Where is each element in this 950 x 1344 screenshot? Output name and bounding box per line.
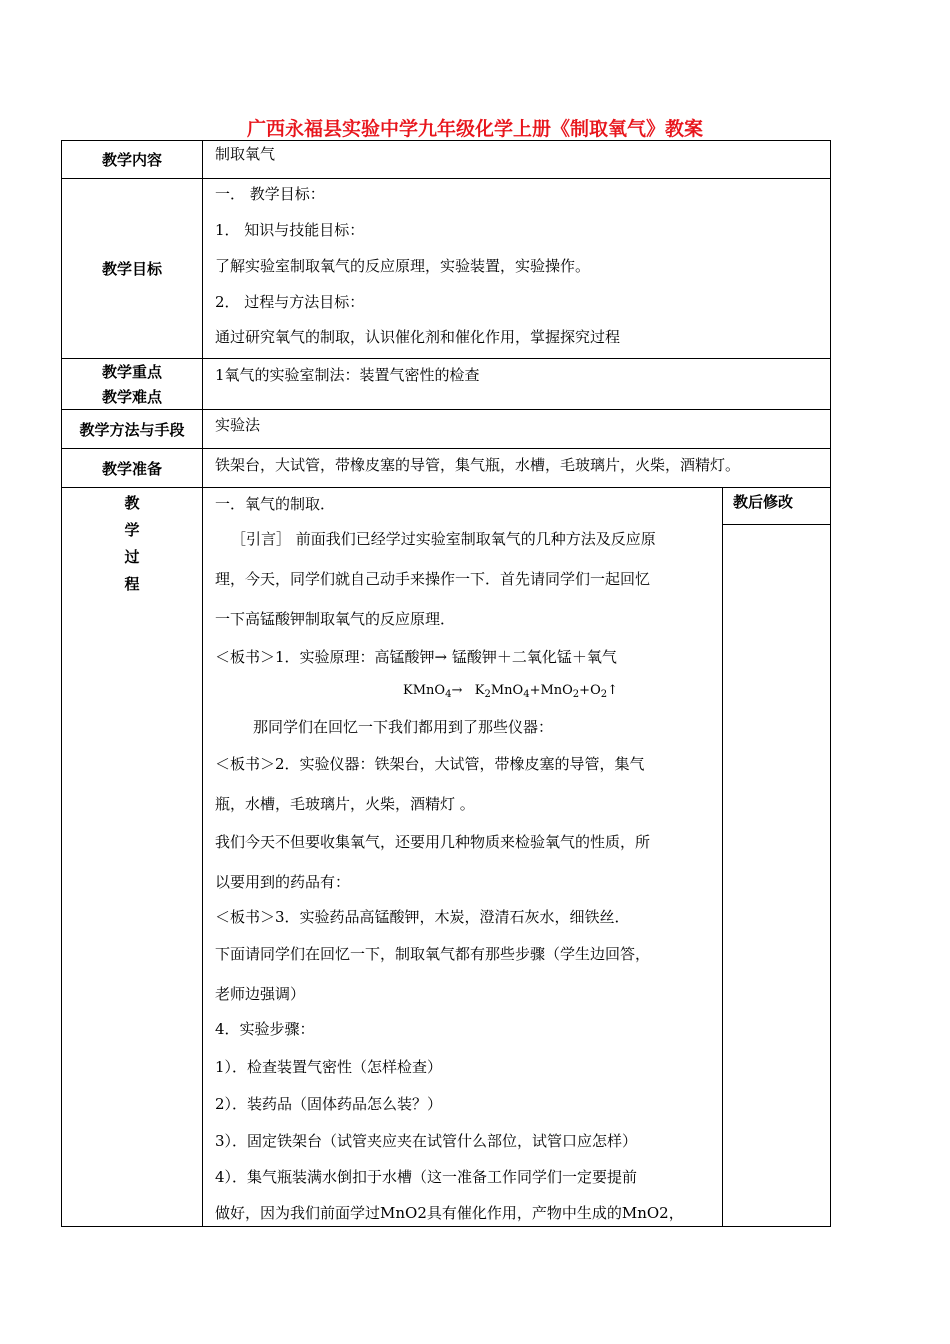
value-prep [203, 449, 830, 487]
formula-mno: MnO [490, 683, 524, 698]
process-line: ＜板书＞2．实验仪器：铁架台，大试管，带橡皮塞的导管，集气 [215, 755, 645, 773]
label-key-1: 教学重点 [101, 363, 162, 381]
label-process [62, 488, 203, 1226]
value-key [203, 359, 830, 409]
goal-line: 2． 过程与方法目标： [215, 293, 365, 311]
process-line: 我们今天不但要收集氧气，还要用几种物质来检验氧气的性质，所 [215, 833, 651, 851]
process-line: 老师边强调） [215, 985, 306, 1003]
label-goals: 教学目标 [62, 179, 203, 358]
process-line: 做好，因为我们前面学过MnO2具有催化作用，产物中生成的MnO2， [215, 1204, 684, 1222]
process-line: 3）．固定铁架台（试管夹应夹在试管什么部位，试管口应怎样） [215, 1132, 638, 1150]
value-method [203, 410, 830, 448]
label-content: 教学内容 [62, 141, 203, 178]
formula-sub: 2 [572, 689, 580, 700]
process-line: 以要用到的药品有： [215, 873, 351, 891]
process-char: 教 [124, 494, 140, 512]
revision-header: 教后修改 [723, 488, 830, 525]
process-line: 一．氧气的制取． [215, 495, 336, 513]
formula-k: K [474, 683, 485, 698]
row-prep [61, 448, 831, 488]
formula-arrow: → [451, 683, 463, 698]
process-line: 瓶，水槽，毛玻璃片，火柴，酒精灯 。 [215, 795, 475, 813]
process-line: 4）．集气瓶装满水倒扣于水槽（这一准备工作同学们一定要提前 [215, 1168, 638, 1186]
process-line: 那同学们在回忆一下我们都用到了那些仪器： [253, 718, 554, 736]
prep-text: 铁架台，大试管，带橡皮塞的导管，集气瓶，水槽，毛玻璃片，火柴，酒精灯。 [215, 456, 741, 474]
process-line: 1）．检查装置气密性（怎样检查） [215, 1058, 443, 1076]
formula-sub: 4 [445, 689, 452, 700]
row-method [61, 409, 831, 449]
document-title: 广西永福县实验中学九年级化学上册《制取氧气》教案 [246, 118, 703, 140]
goal-line: 了解实验室制取氧气的反应原理，实验装置，实验操作。 [215, 257, 591, 275]
key-text: 1氧气的实验室制法：装置气密性的检查 [215, 366, 480, 384]
formula-up: ↑ [607, 683, 619, 698]
formula-sub: 2 [600, 689, 608, 700]
value-process [203, 488, 720, 1226]
process-line: ［引言］ 前面我们已经学过实验室制取氧气的几种方法及反应原 [231, 530, 656, 548]
reaction-formula [403, 683, 618, 700]
process-line: 理，今天，同学们就自己动手来操作一下．首先请同学们一起回忆 [215, 570, 651, 588]
label-key-2: 教学难点 [101, 388, 162, 406]
formula-kmno4: KMnO [403, 683, 446, 698]
goal-line: 一． 教学目标： [215, 185, 325, 203]
value-content [203, 141, 830, 178]
label-method: 教学方法与手段 [62, 410, 203, 448]
content-text: 制取氧气 [215, 145, 276, 163]
formula-mno2: +MnO [529, 683, 573, 698]
process-line: ＜板书＞3．实验药品高锰酸钾，木炭，澄清石灰水，细铁丝． [215, 908, 630, 926]
formula-sub: 2 [484, 689, 491, 700]
row-process [61, 487, 831, 1227]
row-content [61, 140, 831, 179]
process-line: 4．实验步骤： [215, 1020, 315, 1038]
process-char: 过 [124, 548, 140, 566]
label-key [62, 359, 203, 409]
method-text: 实验法 [215, 416, 261, 434]
revision-column [722, 488, 830, 1226]
process-line: 下面请同学们在回忆一下，制取氧气都有那些步骤（学生边回答， [215, 945, 651, 963]
goal-line: 1． 知识与技能目标： [215, 221, 365, 239]
goal-line: 通过研究氧气的制取，认识催化剂和催化作用，掌握探究过程 [215, 328, 621, 346]
process-line: ＜板书＞1．实验原理：高锰酸钾→ 锰酸钾＋二氧化锰＋氧气 [215, 648, 617, 666]
label-prep: 教学准备 [62, 449, 203, 487]
process-char: 学 [124, 521, 140, 539]
process-char: 程 [124, 575, 140, 593]
formula-sub: 4 [523, 689, 530, 700]
row-goals [61, 178, 831, 359]
process-line: 一下高锰酸钾制取氧气的反应原理． [215, 610, 456, 628]
value-goals [203, 179, 830, 358]
row-key [61, 358, 831, 410]
process-line: 2）．装药品（固体药品怎么装？） [215, 1095, 443, 1113]
formula-o2: +O [579, 683, 601, 698]
